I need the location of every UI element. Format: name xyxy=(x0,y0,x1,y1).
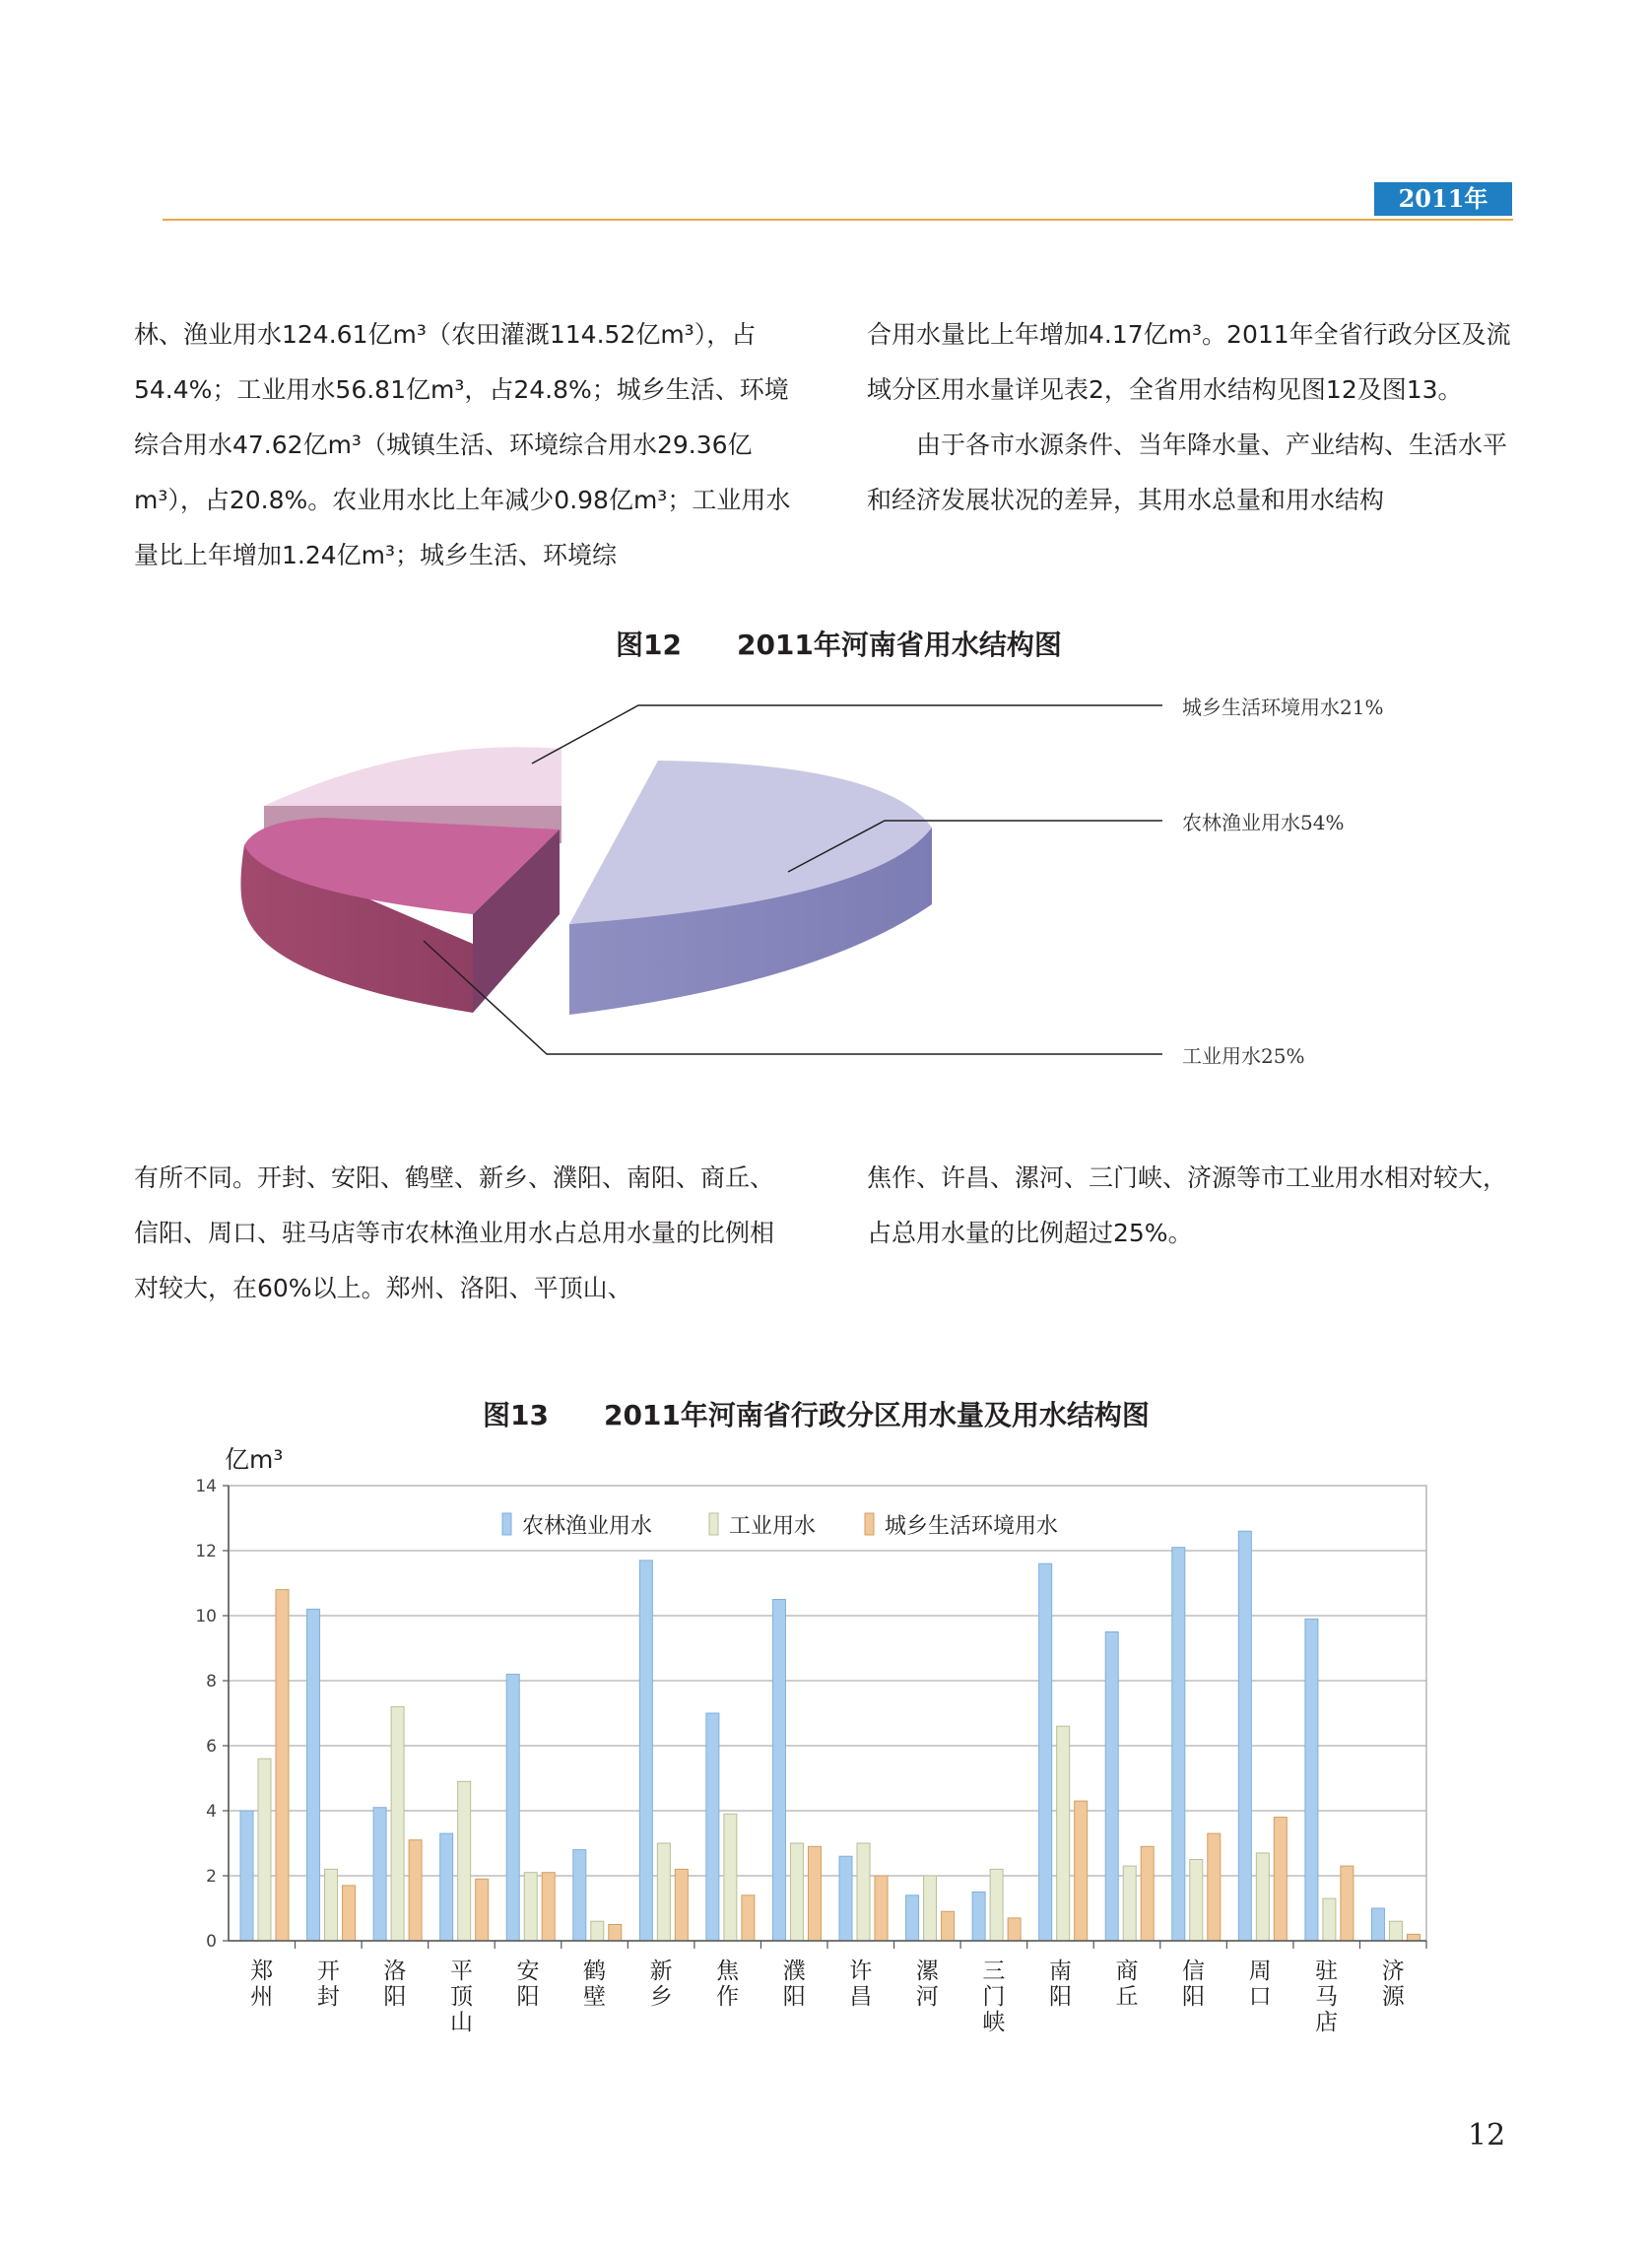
x-tick-label-许昌-0: 许 xyxy=(849,1958,873,1984)
bar-城乡生活环境用水-漯河 xyxy=(942,1911,955,1941)
bar-工业用水-济源 xyxy=(1389,1921,1402,1941)
bar-农林渔业用水-三门峡 xyxy=(972,1892,985,1942)
bar-城乡生活环境用水-郑州 xyxy=(276,1590,289,1941)
y-tick-label: 14 xyxy=(195,1477,217,1496)
y-tick-label: 8 xyxy=(206,1672,217,1692)
x-tick-label-焦作-1: 作 xyxy=(716,1984,740,2010)
bar-农林渔业用水-平顶山 xyxy=(440,1833,453,1941)
bar-城乡生活环境用水-许昌 xyxy=(875,1876,888,1941)
y-tick-label: 12 xyxy=(195,1542,217,1561)
leader-line-life xyxy=(532,705,1162,763)
paragraph: 焦作、许昌、漯河、三门峡、济源等市工业用水相对较大，占总用水量的比例超过25%。 xyxy=(867,1163,1508,1247)
bar-农林渔业用水-濮阳 xyxy=(772,1600,785,1942)
x-tick-label-濮阳-1: 阳 xyxy=(782,1984,806,2010)
bar-工业用水-周口 xyxy=(1256,1853,1269,1941)
x-tick-label-济源-1: 源 xyxy=(1381,1984,1405,2010)
x-tick-label-商丘-0: 商 xyxy=(1115,1958,1139,1984)
paragraph: 有所不同。开封、安阳、鹤壁、新乡、濮阳、南阳、商丘、信阳、周口、驻马店等市农林渔业用水占总用水量的比例相对较大，在60%以上。郑州、洛阳、平顶山、 xyxy=(134,1163,775,1302)
bar-农林渔业用水-商丘 xyxy=(1105,1632,1118,1942)
x-tick-label-新乡-0: 新 xyxy=(649,1958,673,1984)
body-text-left-top xyxy=(134,307,796,583)
bar-城乡生活环境用水-商丘 xyxy=(1141,1846,1154,1941)
x-tick-label-开封-1: 封 xyxy=(316,1984,340,2010)
pie-slice-industry xyxy=(240,818,560,1013)
bar-工业用水-许昌 xyxy=(857,1843,870,1941)
bar-农林渔业用水-新乡 xyxy=(639,1560,652,1941)
legend-label-0: 农林渔业用水 xyxy=(522,1514,653,1539)
bar-城乡生活环境用水-济源 xyxy=(1407,1934,1420,1941)
x-tick-label-平顶山-0: 平 xyxy=(449,1958,473,1984)
figure12-title: 图12 2011年河南省用水结构图 xyxy=(616,629,1062,661)
legend-label-1: 工业用水 xyxy=(729,1514,817,1539)
bar-农林渔业用水-焦作 xyxy=(706,1713,719,1941)
year-tab: 2011年 xyxy=(1374,182,1512,216)
x-tick-label-鹤壁-0: 鹤 xyxy=(583,1958,607,1984)
legend-swatch-0 xyxy=(502,1513,511,1535)
legend-label-2: 城乡生活环境用水 xyxy=(885,1514,1059,1539)
body-text-left-middle xyxy=(134,1151,796,1316)
x-tick-label-安阳-0: 安 xyxy=(516,1958,540,1984)
bar-农林渔业用水-南阳 xyxy=(1039,1563,1052,1941)
figure13-title: 图13 2011年河南省行政分区用水量及用水结构图 xyxy=(483,1399,1150,1431)
body-text-right-top xyxy=(867,307,1525,528)
bar-农林渔业用水-洛阳 xyxy=(373,1808,386,1941)
pie-slice-agri xyxy=(569,761,932,1015)
x-tick-label-三门峡-2: 峡 xyxy=(982,2010,1006,2035)
bar-工业用水-鹤壁 xyxy=(591,1921,604,1941)
bar-城乡生活环境用水-南阳 xyxy=(1075,1801,1088,1941)
x-tick-label-洛阳-1: 阳 xyxy=(383,1984,407,2010)
bar-城乡生活环境用水-周口 xyxy=(1274,1818,1287,1941)
y-tick-label: 2 xyxy=(206,1867,217,1887)
legend-swatch-1 xyxy=(709,1513,718,1535)
bar-城乡生活环境用水-信阳 xyxy=(1208,1833,1221,1941)
x-tick-label-新乡-1: 乡 xyxy=(649,1984,673,2010)
bar-工业用水-焦作 xyxy=(724,1814,737,1941)
bar-农林渔业用水-许昌 xyxy=(839,1856,852,1941)
x-tick-label-信阳-0: 信 xyxy=(1182,1958,1206,1984)
body-text-right-middle xyxy=(867,1151,1525,1261)
bar-城乡生活环境用水-濮阳 xyxy=(808,1846,821,1941)
bar-城乡生活环境用水-洛阳 xyxy=(409,1840,422,1941)
bar-城乡生活环境用水-安阳 xyxy=(542,1873,555,1941)
y-axis-unit: 亿m³ xyxy=(225,1445,284,1474)
x-tick-label-驻马店-1: 马 xyxy=(1315,1984,1339,2010)
bar-农林渔业用水-周口 xyxy=(1238,1531,1251,1941)
bar-城乡生活环境用水-开封 xyxy=(343,1886,356,1941)
x-tick-label-三门峡-1: 门 xyxy=(982,1984,1006,2010)
pie-label-life: 城乡生活环境用水21% xyxy=(1182,696,1384,719)
x-tick-label-鹤壁-1: 壁 xyxy=(583,1984,607,2010)
x-tick-label-周口-0: 周 xyxy=(1248,1958,1272,1984)
x-tick-label-濮阳-0: 濮 xyxy=(782,1958,806,1984)
bar-工业用水-洛阳 xyxy=(391,1706,404,1941)
bar-农林渔业用水-驻马店 xyxy=(1305,1619,1318,1941)
page-number: 12 xyxy=(1468,2118,1506,2153)
bar-农林渔业用水-安阳 xyxy=(506,1674,519,1941)
bar-城乡生活环境用水-三门峡 xyxy=(1008,1918,1021,1941)
x-tick-label-郑州-0: 郑 xyxy=(250,1958,274,1984)
bar-工业用水-三门峡 xyxy=(990,1869,1003,1941)
x-tick-label-开封-0: 开 xyxy=(316,1958,340,1984)
pie-chart xyxy=(0,670,1652,1084)
header-rule xyxy=(163,219,1513,221)
bar-工业用水-开封 xyxy=(325,1869,338,1941)
bar-工业用水-平顶山 xyxy=(458,1781,471,1941)
legend-swatch-2 xyxy=(865,1513,874,1535)
x-tick-label-焦作-0: 焦 xyxy=(716,1958,740,1984)
x-tick-label-洛阳-0: 洛 xyxy=(383,1958,407,1984)
x-tick-label-漯河-0: 漯 xyxy=(915,1958,939,1984)
pie-label-industry: 工业用水25% xyxy=(1182,1044,1305,1068)
bar-农林渔业用水-济源 xyxy=(1371,1908,1384,1941)
x-tick-label-许昌-1: 昌 xyxy=(849,1984,873,2010)
x-tick-label-南阳-0: 南 xyxy=(1048,1958,1072,1984)
bar-工业用水-郑州 xyxy=(258,1759,271,1941)
bar-工业用水-驻马店 xyxy=(1323,1898,1336,1941)
bar-工业用水-信阳 xyxy=(1190,1860,1203,1942)
paragraph: 由于各市水源条件、当年降水量、产业结构、生活水平和经济发展状况的差异，其用水总量和用水结构 xyxy=(867,431,1508,514)
bar-农林渔业用水-漯河 xyxy=(906,1895,919,1941)
bar-农林渔业用水-信阳 xyxy=(1172,1548,1185,1941)
bar-工业用水-新乡 xyxy=(657,1843,670,1941)
x-tick-label-安阳-1: 阳 xyxy=(516,1984,540,2010)
bar-工业用水-濮阳 xyxy=(790,1843,803,1941)
x-tick-label-漯河-1: 河 xyxy=(915,1984,939,2010)
paragraph: 合用水量比上年增加4.17亿m³。2011年全省行政分区及流域分区用水量详见表2，全省用水结构见图12及图13。 xyxy=(867,320,1511,404)
x-tick-label-三门峡-0: 三 xyxy=(982,1958,1006,1984)
bar-工业用水-商丘 xyxy=(1123,1866,1136,1941)
bar-农林渔业用水-郑州 xyxy=(240,1811,253,1941)
x-tick-label-商丘-1: 丘 xyxy=(1115,1984,1139,2010)
bar-工业用水-安阳 xyxy=(524,1873,537,1941)
bar-工业用水-南阳 xyxy=(1057,1726,1070,1941)
pie-label-agri: 农林渔业用水54% xyxy=(1182,811,1345,834)
x-tick-label-驻马店-2: 店 xyxy=(1315,2010,1339,2035)
bar-城乡生活环境用水-焦作 xyxy=(742,1895,755,1941)
bar-城乡生活环境用水-鹤壁 xyxy=(609,1925,622,1942)
bar-城乡生活环境用水-驻马店 xyxy=(1341,1866,1354,1941)
x-tick-label-济源-0: 济 xyxy=(1381,1958,1405,1984)
bar-城乡生活环境用水-新乡 xyxy=(675,1869,688,1941)
y-tick-label: 0 xyxy=(206,1932,217,1952)
bar-工业用水-漯河 xyxy=(924,1876,937,1941)
y-tick-label: 4 xyxy=(206,1802,217,1822)
x-tick-label-信阳-1: 阳 xyxy=(1182,1984,1206,2010)
y-tick-label: 10 xyxy=(195,1607,217,1626)
x-tick-label-郑州-1: 州 xyxy=(250,1984,274,2010)
x-tick-label-周口-1: 口 xyxy=(1248,1984,1272,2010)
x-tick-label-平顶山-1: 顶 xyxy=(449,1984,473,2010)
y-tick-label: 6 xyxy=(206,1737,217,1757)
bar-chart xyxy=(0,1468,1652,2079)
x-tick-label-驻马店-0: 驻 xyxy=(1315,1958,1339,1984)
bar-农林渔业用水-鹤壁 xyxy=(573,1850,586,1941)
bar-城乡生活环境用水-平顶山 xyxy=(476,1879,489,1941)
x-tick-label-平顶山-2: 山 xyxy=(449,2010,473,2035)
paragraph: 林、渔业用水124.61亿m³（农田灌溉114.52亿m³），占54.4%；工业用水56.81亿m³，占24.8%；城乡生活、环境综合用水47.62亿m³（城镇生活、环境综合用水29.36亿m³），占20.8%。农业用水比上年减少0.98亿m³；工业用水量比上年增加1.24亿m³；城乡生活、环境综 xyxy=(134,320,791,569)
x-tick-label-南阳-1: 阳 xyxy=(1048,1984,1072,2010)
bar-农林渔业用水-开封 xyxy=(307,1609,320,1941)
